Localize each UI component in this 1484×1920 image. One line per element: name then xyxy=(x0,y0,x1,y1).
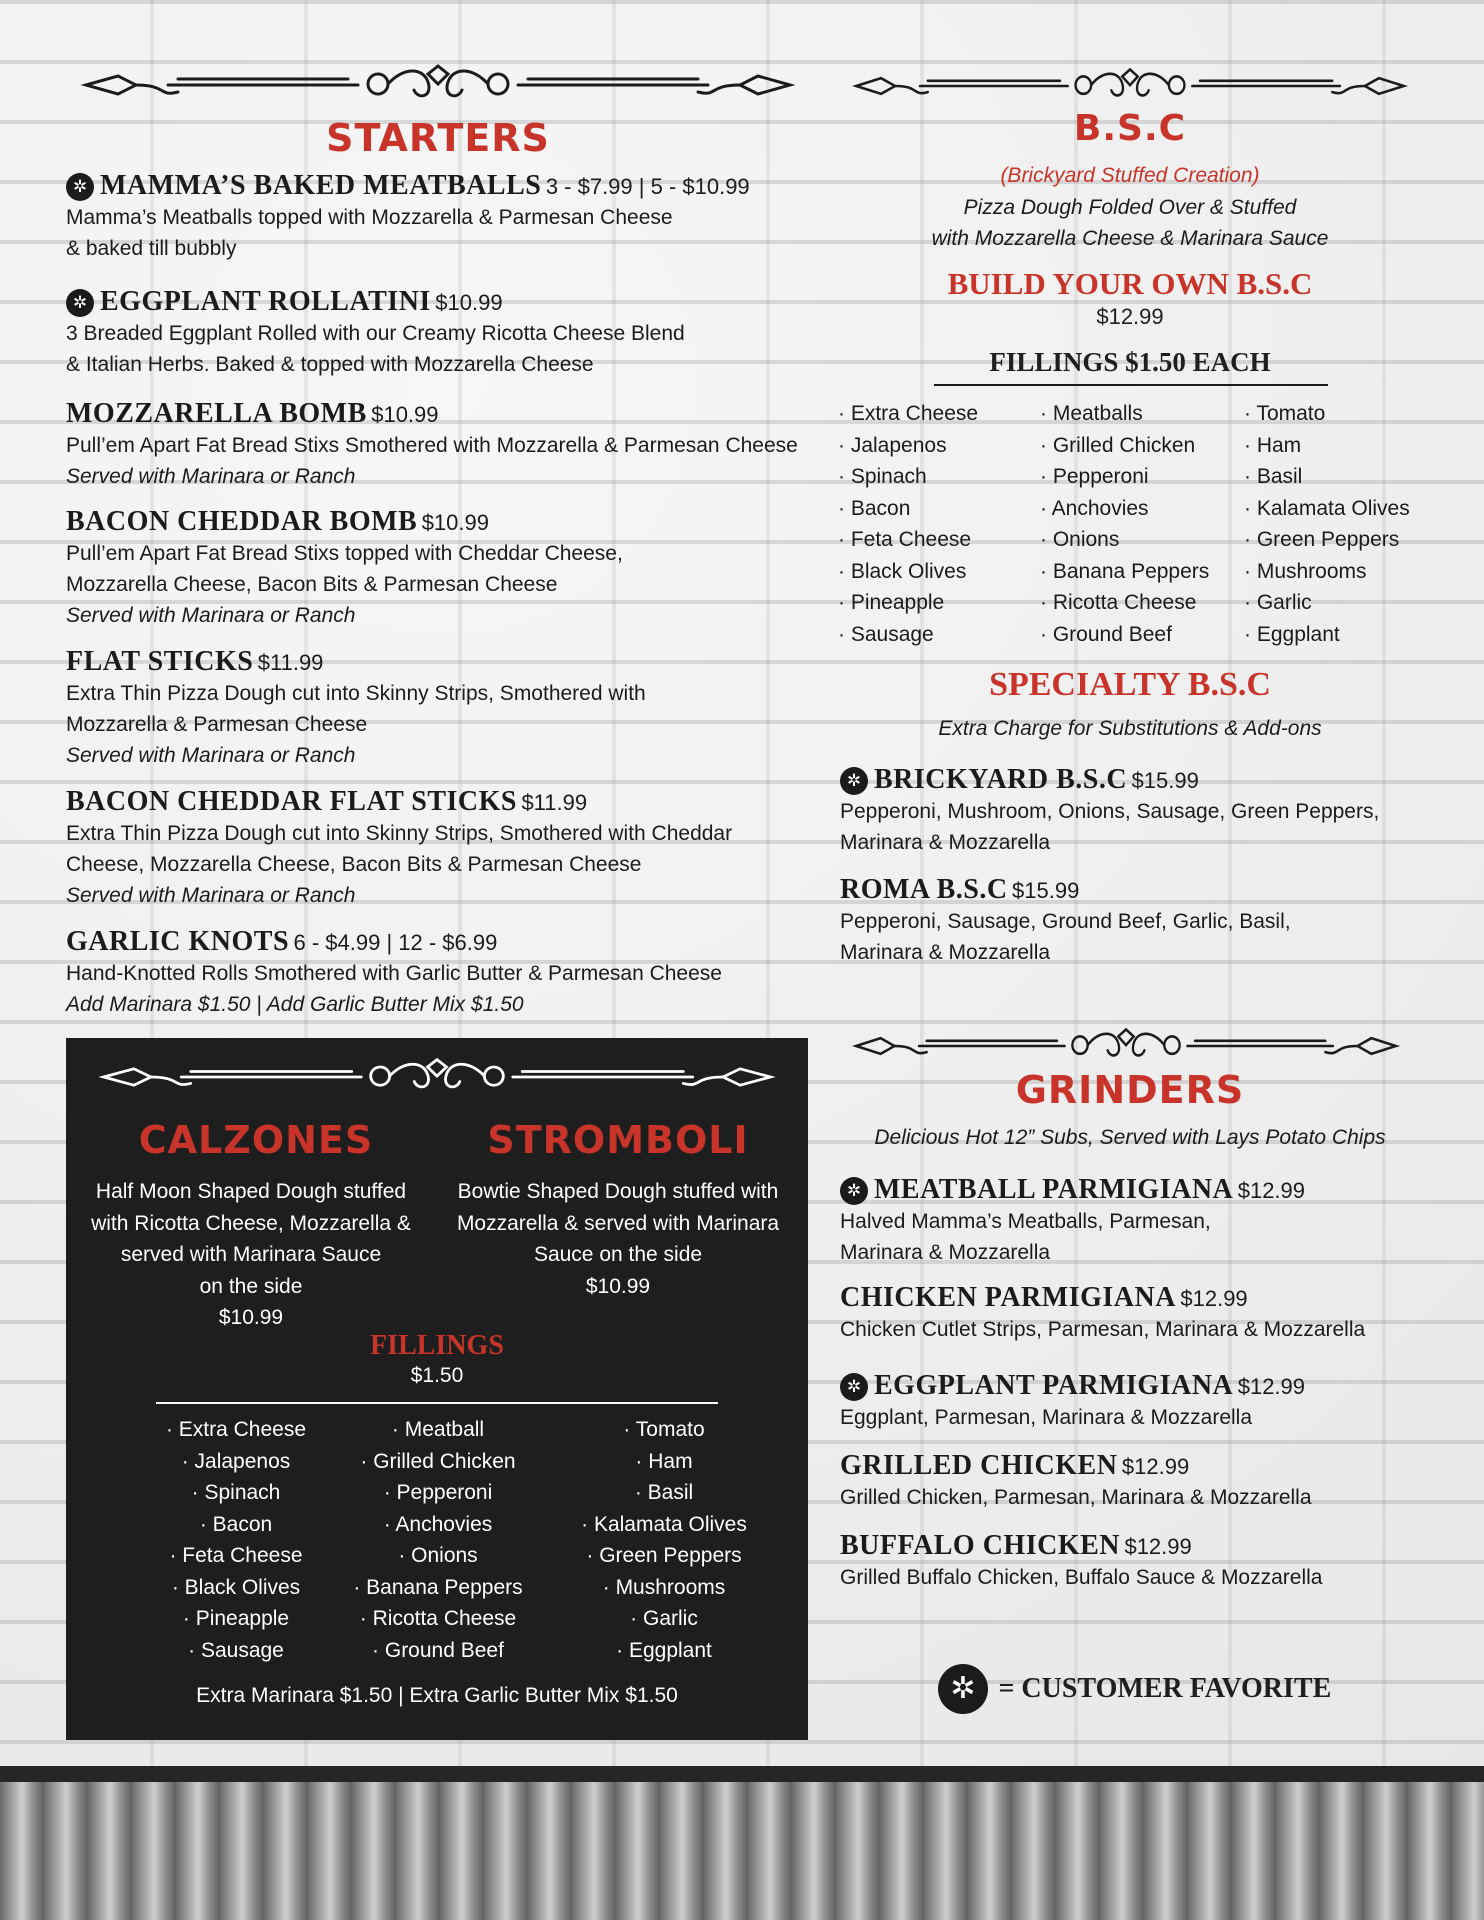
item-price: $11.99 xyxy=(521,790,588,815)
customer-favorite-icon: ✲ xyxy=(66,173,94,201)
bsc-fillings-col-1 xyxy=(838,398,1038,650)
item-price: $12.99 xyxy=(1237,1178,1306,1203)
stromboli-desc-line: Mozzarella & served with Marinara xyxy=(456,1211,780,1235)
starter-item xyxy=(66,786,826,911)
filling-item: · Anchovies xyxy=(338,1509,538,1541)
bsc-specialty-item xyxy=(840,874,1460,968)
item-price: $10.99 xyxy=(435,290,503,315)
grinder-item xyxy=(840,1174,1460,1268)
filling-item: · Bacon xyxy=(136,1509,336,1541)
calzones-description xyxy=(76,1176,426,1334)
filling-item: · Ham xyxy=(564,1446,764,1478)
filling-item: · Garlic xyxy=(1244,587,1444,619)
filling-item: · Onions xyxy=(338,1540,538,1572)
section-title-stromboli: STROMBOLI xyxy=(487,1118,749,1162)
item-description: Mamma’s Meatballs topped with Mozzarella & Parmesan Cheese xyxy=(66,206,673,229)
filling-item: · Mushrooms xyxy=(564,1572,764,1604)
item-description: Pepperoni, Mushroom, Onions, Sausage, Green Peppers, xyxy=(840,800,1380,823)
filling-item: · Meatballs xyxy=(1040,398,1240,430)
customer-favorite-legend xyxy=(938,1664,1458,1716)
cs-fillings-col-2 xyxy=(338,1414,538,1666)
filling-item: · Kalamata Olives xyxy=(1244,493,1444,525)
starter-item xyxy=(66,506,826,631)
stromboli-desc-line: Bowtie Shaped Dough stuffed with xyxy=(457,1180,779,1203)
starter-item xyxy=(66,286,826,380)
item-name: GRILLED CHICKEN xyxy=(840,1450,1118,1481)
item-note: Served with Marinara or Ranch xyxy=(66,744,356,767)
filling-item: · Green Peppers xyxy=(1244,524,1444,556)
item-name: BUFFALO CHICKEN xyxy=(840,1530,1120,1561)
stromboli-price: $10.99 xyxy=(585,1274,651,1298)
build-your-own-price: $12.99 xyxy=(1096,304,1164,329)
filling-item: · Sausage xyxy=(838,619,1038,651)
calzones-fillings-title: FILLINGS xyxy=(370,1330,504,1361)
filling-item: · Tomato xyxy=(564,1414,764,1446)
filling-item: · Black Olives xyxy=(136,1572,336,1604)
filling-item: · Feta Cheese xyxy=(838,524,1038,556)
item-description: Eggplant, Parmesan, Marinara & Mozzarella xyxy=(840,1406,1253,1429)
filling-item: · Mushrooms xyxy=(1244,556,1444,588)
section-title-calzones: CALZONES xyxy=(138,1118,374,1162)
filling-item: · Extra Cheese xyxy=(136,1414,336,1446)
item-name: MOZZARELLA BOMB xyxy=(66,398,367,429)
divider-ornament-grinders xyxy=(850,1026,1402,1066)
item-price: 6 - $4.99 | 12 - $6.99 xyxy=(293,930,498,955)
item-name: BACON CHEDDAR BOMB xyxy=(66,506,418,537)
item-description: Marinara & Mozzarella xyxy=(840,1241,1051,1264)
item-price: $11.99 xyxy=(257,650,324,675)
bsc-description: with Mozzarella Cheese & Marinara Sauce xyxy=(931,227,1329,250)
divider-ornament-bsc xyxy=(850,66,1410,106)
bsc-fillings-rule xyxy=(934,384,1328,386)
item-name: MEATBALL PARMIGIANA xyxy=(874,1174,1234,1205)
starter-item xyxy=(66,926,826,1020)
item-description: Chicken Cutlet Strips, Parmesan, Marinara & Mozzarella xyxy=(840,1318,1366,1341)
customer-favorite-icon: ✲ xyxy=(840,1177,868,1205)
filling-item: · Banana Peppers xyxy=(338,1572,538,1604)
filling-item: · Pepperoni xyxy=(338,1477,538,1509)
bsc-specialty-item xyxy=(840,764,1460,858)
filling-item: · Eggplant xyxy=(564,1635,764,1667)
section-title-starters: STARTERS xyxy=(326,116,550,160)
filling-item: · Pineapple xyxy=(136,1603,336,1635)
legend-text: = CUSTOMER FAVORITE xyxy=(998,1673,1332,1704)
item-note: Served with Marinara or Ranch xyxy=(66,604,356,627)
filling-item: · Feta Cheese xyxy=(136,1540,336,1572)
item-note: Add Marinara $1.50 | Add Garlic Butter Mix $1.50 xyxy=(66,993,524,1016)
item-note: Served with Marinara or Ranch xyxy=(66,465,356,488)
starter-item xyxy=(66,646,826,771)
item-description: Extra Thin Pizza Dough cut into Skinny Strips, Smothered with xyxy=(66,682,646,705)
grinders-subtitle: Delicious Hot 12” Subs, Served with Lays Potato Chips xyxy=(874,1126,1386,1149)
bsc-fillings-title: FILLINGS $1.50 EACH xyxy=(989,347,1271,377)
stromboli-desc-line: Sauce on the side xyxy=(533,1243,703,1266)
item-description: Grilled Chicken, Parmesan, Marinara & Mozzarella xyxy=(840,1486,1312,1509)
filling-item: · Jalapenos xyxy=(136,1446,336,1478)
filling-item: · Kalamata Olives xyxy=(564,1509,764,1541)
calzones-price: $10.99 xyxy=(218,1306,284,1329)
filling-item: · Extra Cheese xyxy=(838,398,1038,430)
customer-favorite-icon: ✲ xyxy=(66,289,94,317)
cs-fillings-col-3 xyxy=(564,1414,764,1666)
item-price: $12.99 xyxy=(1124,1534,1192,1559)
item-description: Pull’em Apart Fat Bread Stixs Smothered with Mozzarella & Parmesan Cheese xyxy=(66,434,798,457)
item-description: Hand-Knotted Rolls Smothered with Garlic Butter & Parmesan Cheese xyxy=(66,962,722,985)
item-price: $12.99 xyxy=(1121,1454,1190,1479)
specialty-bsc-title: SPECIALTY B.S.C xyxy=(989,666,1271,703)
calzones-desc-line: Half Moon Shaped Dough stuffed xyxy=(95,1180,407,1203)
filling-item: · Spinach xyxy=(136,1477,336,1509)
filling-item: · Ground Beef xyxy=(338,1635,538,1667)
item-name: EGGPLANT PARMIGIANA xyxy=(874,1370,1234,1401)
item-name: BACON CHEDDAR FLAT STICKS xyxy=(66,786,517,817)
item-name: BRICKYARD B.S.C xyxy=(874,764,1128,795)
grinder-item xyxy=(840,1282,1460,1345)
bsc-fillings-col-3 xyxy=(1244,398,1444,650)
item-description: Marinara & Mozzarella xyxy=(840,941,1051,964)
filling-item: · Sausage xyxy=(136,1635,336,1667)
item-note: Served with Marinara or Ranch xyxy=(66,884,356,907)
item-description: & Italian Herbs. Baked & topped with Mozzarella Cheese xyxy=(66,353,594,376)
filling-item: · Green Peppers xyxy=(564,1540,764,1572)
item-description: Cheese, Mozzarella Cheese, Bacon Bits & Parmesan Cheese xyxy=(66,853,642,876)
stromboli-description xyxy=(438,1176,798,1302)
customer-favorite-icon: ✲ xyxy=(840,767,868,795)
starter-item xyxy=(66,170,826,264)
calzones-stromboli-panel xyxy=(66,1038,808,1740)
item-name: MAMMA’S BAKED MEATBALLS xyxy=(100,170,542,201)
item-price: $12.99 xyxy=(1180,1286,1248,1311)
filling-item: · Spinach xyxy=(838,461,1038,493)
filling-item: · Grilled Chicken xyxy=(1040,430,1240,462)
item-price: $15.99 xyxy=(1131,768,1199,793)
item-description: Mozzarella Cheese, Bacon Bits & Parmesan Cheese xyxy=(66,573,558,596)
grinder-item xyxy=(840,1530,1460,1593)
item-description: Grilled Buffalo Chicken, Buffalo Sauce & Mozzarella xyxy=(840,1566,1323,1589)
section-title-grinders: GRINDERS xyxy=(1015,1068,1245,1112)
item-description: & baked till bubbly xyxy=(66,237,237,260)
item-name: CHICKEN PARMIGIANA xyxy=(840,1282,1176,1313)
filling-item: · Pepperoni xyxy=(1040,461,1240,493)
filling-item: · Jalapenos xyxy=(838,430,1038,462)
filling-item: · Onions xyxy=(1040,524,1240,556)
item-description: Mozzarella & Parmesan Cheese xyxy=(66,713,368,736)
filling-item: · Tomato xyxy=(1244,398,1444,430)
filling-item: · Black Olives xyxy=(838,556,1038,588)
item-name: FLAT STICKS xyxy=(66,646,254,677)
grinder-item xyxy=(840,1370,1460,1433)
filling-item: · Grilled Chicken xyxy=(338,1446,538,1478)
item-description: Extra Thin Pizza Dough cut into Skinny Strips, Smothered with Cheddar xyxy=(66,822,733,845)
divider-ornament-starters xyxy=(78,62,798,108)
grinder-item xyxy=(840,1450,1460,1513)
item-description: 3 Breaded Eggplant Rolled with our Creamy Ricotta Cheese Blend xyxy=(66,322,685,345)
filling-item: · Basil xyxy=(564,1477,764,1509)
filling-item: · Ricotta Cheese xyxy=(338,1603,538,1635)
item-name: ROMA B.S.C xyxy=(840,874,1008,905)
item-price: $10.99 xyxy=(421,510,489,535)
filling-item: · Ham xyxy=(1244,430,1444,462)
cs-fillings-col-1 xyxy=(136,1414,336,1666)
filling-item: · Ricotta Cheese xyxy=(1040,587,1240,619)
filling-item: · Bacon xyxy=(838,493,1038,525)
item-price: $15.99 xyxy=(1012,878,1080,903)
bsc-fillings-col-2 xyxy=(1040,398,1240,650)
filling-item: · Garlic xyxy=(564,1603,764,1635)
bsc-subtitle: (Brickyard Stuffed Creation) xyxy=(1000,164,1260,187)
item-name: EGGPLANT ROLLATINI xyxy=(100,286,431,317)
starter-item xyxy=(66,398,826,492)
calzones-extras-footer: Extra Marinara $1.50 | Extra Garlic Butter Mix $1.50 xyxy=(196,1684,678,1707)
filling-item: · Anchovies xyxy=(1040,493,1240,525)
item-description: Halved Mamma’s Meatballs, Parmesan, xyxy=(840,1210,1211,1233)
filling-item: · Pineapple xyxy=(838,587,1038,619)
filling-item: · Ground Beef xyxy=(1040,619,1240,651)
specialty-bsc-note: Extra Charge for Substitutions & Add-ons xyxy=(938,717,1322,740)
customer-favorite-icon: ✲ xyxy=(840,1373,868,1401)
customer-favorite-icon: ✲ xyxy=(938,1664,988,1714)
filling-item: · Eggplant xyxy=(1244,619,1444,651)
item-name: GARLIC KNOTS xyxy=(66,926,290,957)
item-price: 3 - $7.99 | 5 - $10.99 xyxy=(545,174,750,199)
item-description: Marinara & Mozzarella xyxy=(840,831,1051,854)
item-price: $12.99 xyxy=(1237,1374,1306,1399)
calzones-desc-line: on the side xyxy=(199,1274,303,1298)
filling-item: · Meatball xyxy=(338,1414,538,1446)
corrugated-metal-band xyxy=(0,1766,1484,1920)
calzones-fillings-price: $1.50 xyxy=(410,1364,464,1387)
calzones-desc-line: with Ricotta Cheese, Mozzarella & xyxy=(91,1211,411,1235)
divider-ornament-calzones xyxy=(96,1056,778,1098)
item-price: $10.99 xyxy=(371,402,439,427)
filling-item: · Basil xyxy=(1244,461,1444,493)
item-description: Pull’em Apart Fat Bread Stixs topped with Cheddar Cheese, xyxy=(66,542,623,565)
item-description: Pepperoni, Sausage, Ground Beef, Garlic, Basil, xyxy=(840,910,1291,933)
section-title-bsc: B.S.C xyxy=(1073,108,1187,149)
build-your-own-title: BUILD YOUR OWN B.S.C xyxy=(947,266,1313,301)
calzones-desc-line: served with Marinara Sauce xyxy=(120,1243,382,1266)
bsc-description: Pizza Dough Folded Over & Stuffed xyxy=(963,196,1297,219)
filling-item: · Banana Peppers xyxy=(1040,556,1240,588)
calzones-fillings-rule xyxy=(156,1402,718,1404)
